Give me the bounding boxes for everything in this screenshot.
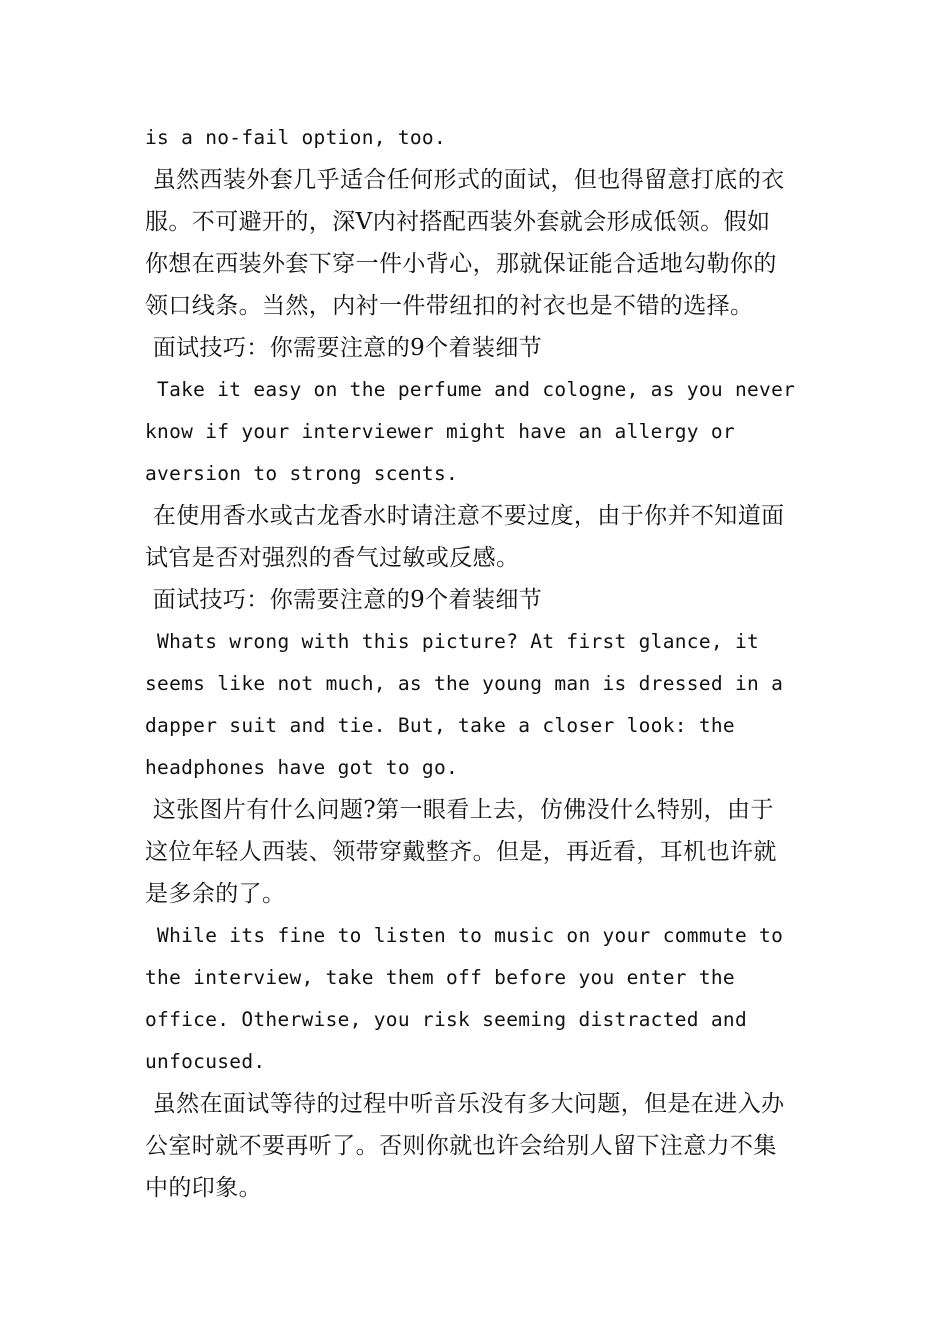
text-line: Take it easy on the perfume and cologne, as you never: [145, 378, 796, 401]
text-line: 你想在西装外套下穿一件小背心，那就保证能合适地勾勒你的: [145, 251, 777, 277]
text-line: dapper suit and tie. But, take a closer look: the: [145, 714, 735, 737]
text-line: seems like not much, as the young man is dressed in a: [145, 672, 784, 695]
text-line: office. Otherwise, you risk seeming distracted and: [145, 1008, 747, 1031]
text-line: headphones have got to go.: [145, 756, 459, 779]
text-line: 在使用香水或古龙香水时请注意不要过度，由于你并不知道面: [145, 503, 785, 529]
text-line: 领口线条。当然，内衬一件带纽扣的衬衣也是不错的选择。: [145, 293, 754, 319]
text-line: 是多余的了。: [145, 881, 286, 907]
text-line: the interview, take them off before you enter the: [145, 966, 735, 989]
text-line: unfocused.: [145, 1050, 266, 1073]
text-line: 公室时就不要再听了。否则你就也许会给别人留下注意力不集: [145, 1133, 777, 1159]
section-heading: 面试技巧：你需要注意的9个着装细节: [145, 335, 543, 361]
text-line: While its fine to listen to music on your commute to: [145, 924, 784, 947]
text-line: Whats wrong with this picture? At first glance, it: [145, 630, 760, 653]
text-line: 虽然西装外套几乎适合任何形式的面试，但也得留意打底的衣: [145, 167, 785, 193]
text-line: 这位年轻人西装、领带穿戴整齐。但是，再近看，耳机也许就: [145, 839, 777, 865]
text-line: 试官是否对强烈的香气过敏或反感。: [145, 545, 520, 571]
text-line: know if your interviewer might have an allergy or: [145, 420, 735, 443]
text-line: 虽然在面试等待的过程中听音乐没有多大问题，但是在进入办: [145, 1091, 785, 1117]
text-line: 这张图片有什么问题?第一眼看上去，仿佛没什么特别，由于: [145, 797, 774, 823]
document-page: [145, 117, 810, 1209]
text-line: aversion to strong scents.: [145, 462, 459, 485]
text-line: is a no-fail option, too.: [145, 126, 446, 149]
text-line: 服。不可避开的，深V内衬搭配西装外套就会形成低领。假如: [145, 209, 771, 235]
section-heading: 面试技巧：你需要注意的9个着装细节: [145, 587, 543, 613]
text-line: 中的印象。: [145, 1175, 262, 1201]
